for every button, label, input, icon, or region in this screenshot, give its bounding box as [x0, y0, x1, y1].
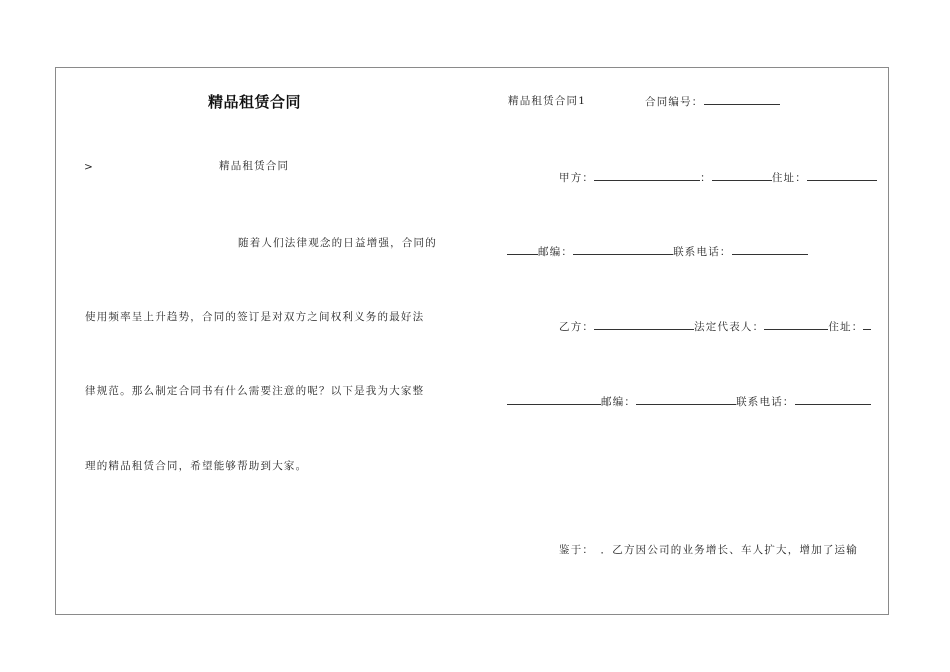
party-a-postcode-blank	[573, 244, 673, 255]
intro-line-3: 律规范。那么制定合同书有什么需要注意的呢？以下是我为大家整	[85, 385, 425, 397]
contract-header	[508, 94, 586, 108]
document-title: 精品租赁合同	[208, 93, 302, 111]
party-a-contact-row	[507, 244, 808, 259]
contract-number-row	[645, 94, 780, 109]
party-b-lead-blank	[507, 394, 601, 405]
party-b-contact-row	[507, 394, 871, 409]
party-a-lead-blank	[507, 244, 538, 255]
party-a-phone-label: 联系电话：	[673, 246, 732, 258]
subtitle: 精品租赁合同	[219, 160, 290, 172]
party-b-phone-label: 联系电话：	[736, 396, 795, 408]
contract-number-label: 合同编号：	[645, 96, 704, 108]
whereas-clause: 鉴于： ．乙方因公司的业务增长、车人扩大，增加了运输	[559, 544, 858, 556]
legal-rep-label: 法定代表人：	[694, 321, 765, 333]
party-b-row	[559, 319, 871, 334]
party-a-address-label: 住址：	[771, 172, 807, 184]
party-b-postcode-blank	[636, 394, 736, 405]
party-a-label: 甲方：	[559, 172, 595, 184]
intro-line-4: 理的精品租赁合同，希望能够帮助到大家。	[85, 460, 308, 472]
intro-line-1: 随着人们法律观念的日益增强，合同的	[238, 237, 437, 249]
legal-rep-blank	[764, 319, 828, 330]
party-a-phone-blank	[732, 244, 808, 255]
party-a-address-blank	[807, 170, 877, 181]
party-a-postcode-label: 邮编：	[538, 246, 574, 258]
party-b-address-label: 住址：	[828, 321, 864, 333]
contract-number-blank	[704, 94, 780, 105]
party-a-row	[559, 170, 877, 185]
party-b-phone-blank	[795, 394, 871, 405]
party-b-blank	[594, 319, 694, 330]
bullet-marker: >	[84, 161, 94, 173]
party-b-label: 乙方：	[559, 321, 595, 333]
party-a-blank-2	[712, 170, 772, 181]
party-b-address-blank	[863, 319, 871, 330]
party-b-postcode-label: 邮编：	[601, 396, 637, 408]
party-a-blank	[594, 170, 700, 181]
document-page	[55, 67, 889, 615]
intro-line-2: 使用频率呈上升趋势，合同的签订是对双方之间权利义务的最好法	[85, 311, 425, 323]
document-name: 精品租赁合同1	[508, 95, 587, 107]
colon-separator: ：	[700, 172, 712, 184]
